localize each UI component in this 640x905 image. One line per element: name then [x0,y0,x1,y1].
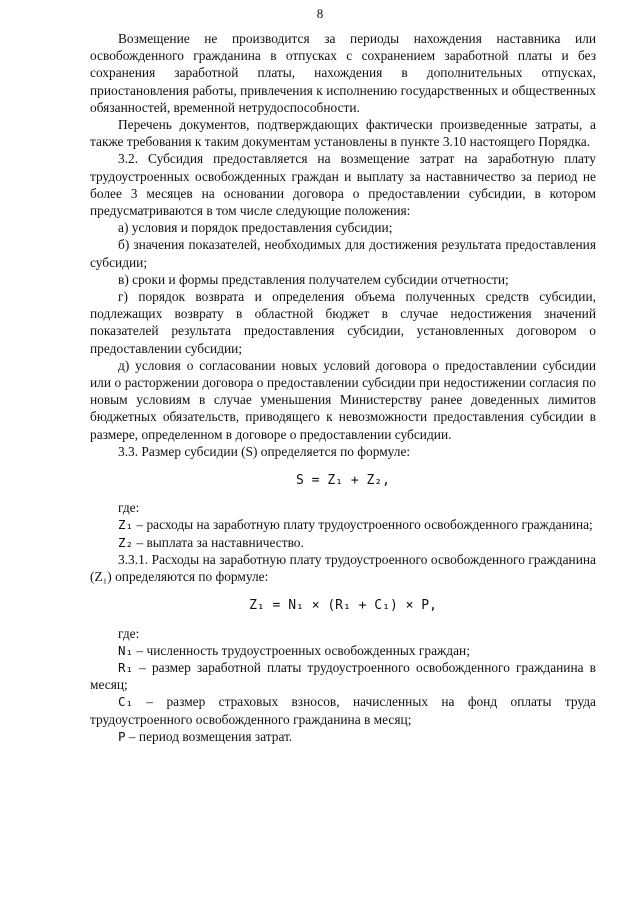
symbol: R₁ [118,659,134,675]
definition-text: – выплата за наставничество. [133,534,304,550]
definition-text: – размер заработной платы трудоустроенного освобожденного гражданина в месяц; [90,659,596,693]
where-label: где: [118,625,140,641]
definition-text: – размер страховых взносов, начисленных на фонд оплаты труда трудоустроенного освобожденного гражданина в месяц; [90,694,596,727]
list-item-b: б) значения показателей, необходимых для достижения результата предоставления субсидии; [90,237,596,270]
paragraph-3-3-1: 3.3.1. Расходы на заработную плату трудоустроенного освобожденного гражданина (Z₁) определяются по формуле: [90,551,596,585]
definition [90,659,596,693]
definition [90,534,596,551]
symbol: C₁ [118,694,134,710]
paragraph: Возмещение не производится за периоды нахождения наставника или освобожденного гражданина в отпусках с сохранением заработной платы и без сохранения заработной платы, нахождения в дополнительных отпусках, приостановления работы, привлечения к исполнению государственных и общественных обязанностей, временной нетрудоспособности. [90,31,596,115]
where-label: где: [118,500,140,516]
paragraph-3-3: 3.3. Размер субсидии (S) определяется по формуле: [118,443,411,459]
definition [90,693,596,727]
definition-text: – расходы на заработную плату трудоустроенного освобожденного гражданина; [133,517,593,533]
definition [90,642,596,659]
symbol: P [118,728,126,744]
symbol: Z₂ [118,534,134,550]
definition-text: – период возмещения затрат. [125,728,293,744]
paragraph-3-2: 3.2. Субсидия предоставляется на возмещение затрат на заработную плату трудоустроенных освобожденных граждан и выплату за наставничество за период не более 3 месяцев на основании договора о предоставлении субсидии, в котором предусматриваются в том числе следующие положения: [90,151,596,219]
list-item-a: а) условия и порядок предоставления субсидии; [118,220,393,236]
formula-subsidy: S = Z₁ + Z₂, [296,473,390,489]
page-number: 8 [316,6,324,21]
list-item-d: д) условия о согласовании новых условий договора о предоставлении субсидии или о расторжении договора о предоставлении субсидии при недостижении согласия по новым условиям в случае уменьшения Министерству ранее доведенных лимитов бюджетных обязательств, приводящего к невозможности предоставления субсидии в размере, определенном в договоре о предоставлении субсидии. [90,357,596,442]
symbol: N₁ [118,642,134,658]
symbol: Z₁ [118,517,134,533]
formula-salary: Z₁ = N₁ × (R₁ + C₁) × P, [249,598,437,614]
definition [90,516,596,533]
paragraph: Перечень документов, подтверждающих фактически произведенные затраты, а также требования к таким документам установлены в пункте 3.10 настоящего Порядка. [90,117,596,150]
definition-text: – численность трудоустроенных освобожденных граждан; [133,642,470,658]
list-item-g: г) порядок возврата и определения объема полученных средств субсидии, подлежащих возврату в областной бюджет в случае недостижения значений показателей результата предоставления субсидии, установленных договором о предоставлении субсидии; [90,289,596,356]
definition [90,728,596,745]
document-body [90,30,596,745]
list-item-v: в) сроки и формы представления получателем субсидии отчетности; [118,271,509,287]
